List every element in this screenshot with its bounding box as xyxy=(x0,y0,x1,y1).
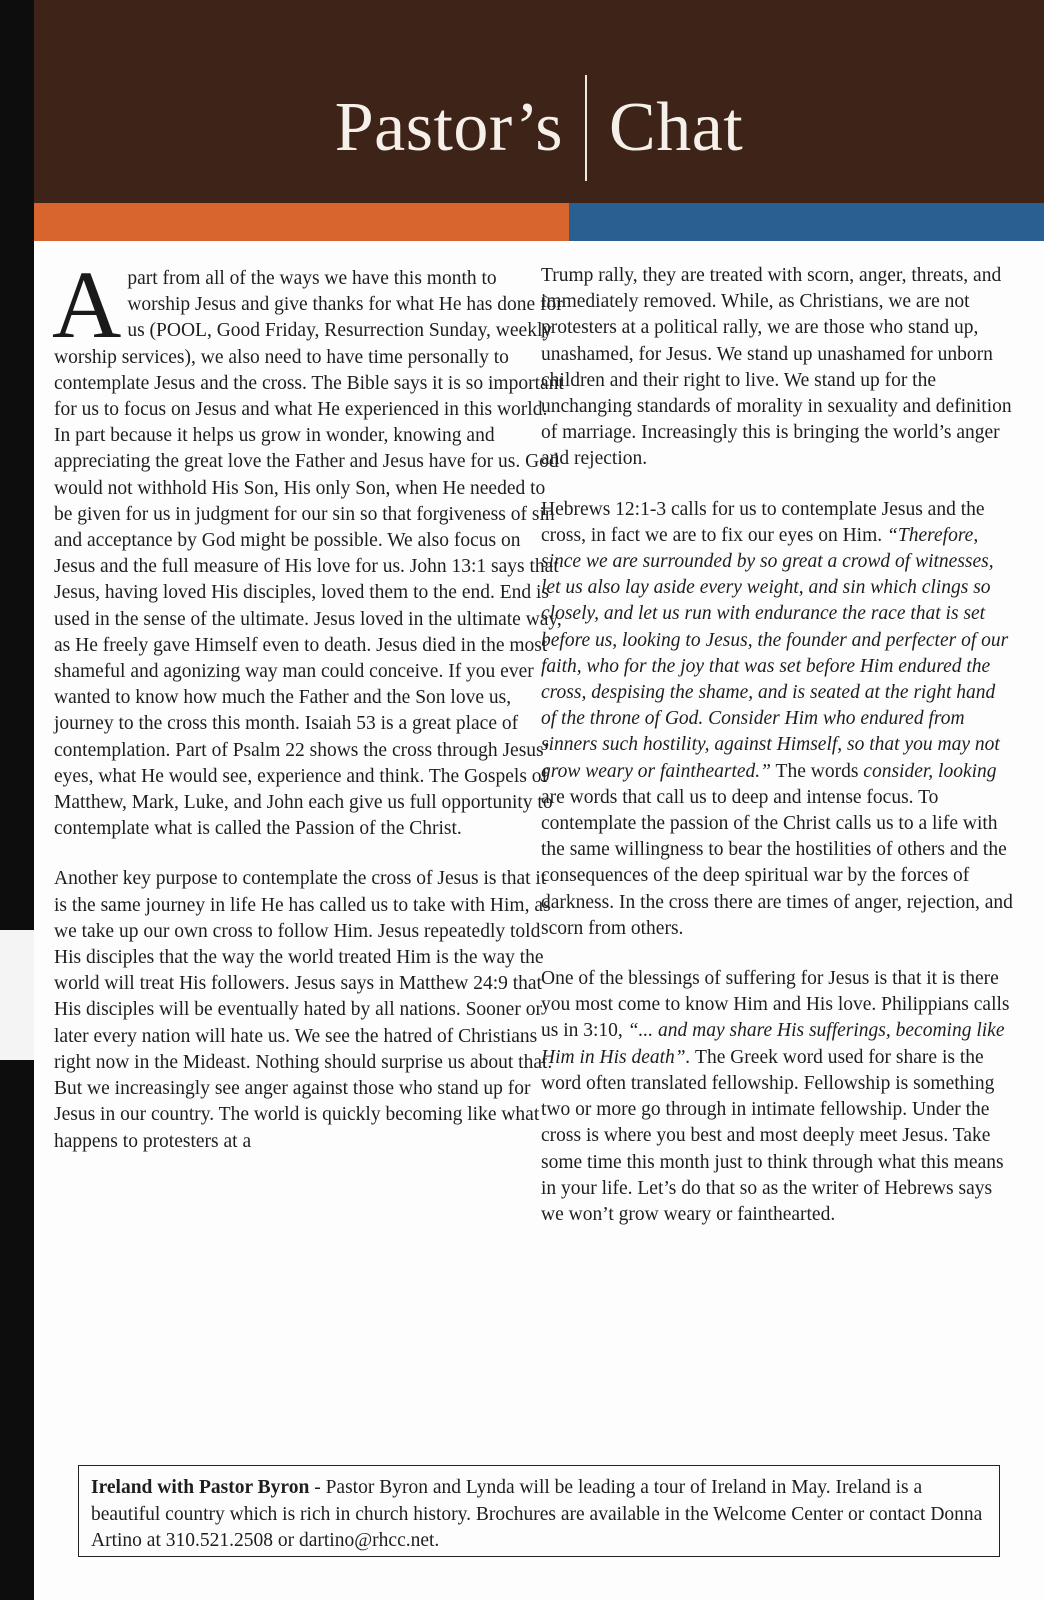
philippians-quote: “... and may share His sufferings, becoming like Him in His death”. xyxy=(541,1020,1005,1068)
title-word-chat: Chat xyxy=(609,89,744,166)
article-paragraph-5 xyxy=(541,966,1013,1228)
paragraph-1-text: part from all of the ways we have this month to worship Jesus and give thanks for what He has done for us (POOL, Good Friday, Resurrection Sunday, weekly worship services), we also need to have time personally to contemplate Jesus and the cross. The Bible says it is so important for us to focus on Jesus and what He experienced in this world. In part because it helps us grow in wonder, knowing and appreciating the great love the Father and Jesus have for us. God would not withhold His Son, His only Son, when He needed to be given for us in judgment for our sin so that forgiveness of sin and acceptance by God might be possible. We also focus on Jesus and the full measure of His love for us. John 13:1 says that Jesus, having loved His disciples, loved them to the end. End is used in the sense of the ultimate. Jesus loved in the ultimate way, as He freely gave Himself even to death. Jesus died in the most shameful and agonizing way man could conceive. If you ever wanted to know how much the Father and the Son love us, journey to the cross this month. Isaiah 53 is a great place of contemplation. Part of Psalm 22 shows the cross through Jesus’ eyes, what He would see, experience and think. The Gospels of Matthew, Mark, Luke, and John each give us full opportunity to contemplate what is called the Passion of the Christ. xyxy=(54,268,564,840)
newsletter-page xyxy=(34,0,1044,1600)
hebrews-quote: “Therefore, since we are surrounded by so great a crowd of witnesses, let us also lay aside every weight, and sin which clings so closely, and let us run with endurance the race that is set before us, looking to Jesus, the founder and perfecter of our faith, who for the joy that was set before Him endured the cross, despising the shame, and is seated at the right hand of the throne of God. Consider Him who endured from sinners such hostility, against Himself, so that you may not grow weary or fainthearted.” xyxy=(541,524,1009,782)
notice-body: Pastor Byron and Lynda will be leading a tour of Ireland in May. Ireland is a beautiful country which is rich in church history. Brochures are available in the Welcome Center or contact Donna Artino at 310.521.2508 or dartino@rhcc.net. xyxy=(91,1477,983,1551)
drop-cap: A xyxy=(52,251,122,358)
notice-heading: Ireland with Pastor Byron xyxy=(91,1477,310,1498)
article-column-right xyxy=(541,263,1013,1228)
word-consider: consider, xyxy=(863,760,934,782)
article-paragraph-1 xyxy=(52,251,564,842)
word-looking: looking xyxy=(938,760,997,782)
title-divider xyxy=(585,75,587,181)
article-paragraph-3: Trump rally, they are treated with scorn, anger, threats, and immediately removed. While, as Christians, we are not protesters at a political rally, we are those who stand up, unashamed, for Jesus. We stand up unashamed for unborn children and their right to live. We stand up for the unchanging standards of morality in sexuality and definition of marriage. Increasingly this is bringing the world’s anger and rejection. xyxy=(541,265,1012,470)
philippians-intro: One of the blessings of suffering for Jesus is that it is there you most come to know Him and His love. Philippians calls us in 3:10, xyxy=(541,968,1010,1042)
header-banner xyxy=(34,0,1044,203)
page-title xyxy=(34,78,1044,178)
scan-edge-tear xyxy=(0,930,34,1060)
notice-separator: - xyxy=(309,1477,326,1498)
title-word-pastors: Pastor’s xyxy=(334,89,564,166)
header-stripe-orange xyxy=(34,203,569,241)
article-column-left xyxy=(52,251,564,1155)
philippians-rest: The Greek word used for share is the word often translated fellowship. Fellowship is something two or more go through in intimate fellowship. Under the cross is where you best and most deeply meet Jesus. Take some time this month just to think through what this means in your life. Let’s do that so as the writer of Hebrews says we won’t grow weary or fainthearted. xyxy=(541,1046,1004,1225)
hebrews-intro: Hebrews 12:1-3 calls for us to contemplate Jesus and the cross, in fact we are to fix our eyes on Him. xyxy=(541,498,985,546)
scan-left-edge xyxy=(0,0,34,1600)
ireland-tour-notice xyxy=(78,1465,1000,1557)
article-paragraph-2: Another key purpose to contemplate the cross of Jesus is that it is the same journey in life He has called us to take with Him, as we take up our own cross to follow Him. Jesus repeatedly told His disciples that the way the world treated Him is the way the world will treat His followers. Jesus says in Matthew 24:9 that His disciples will be eventually hated by all nations. Sooner or later every nation will hate us. We see the hatred of Christians right now in the Mideast. Nothing should surprise us about that. But we increasingly see anger against those who stand up for Jesus in our country. The world is quickly becoming like what happens to protesters at a xyxy=(54,868,553,1152)
header-stripe-blue xyxy=(569,203,1044,241)
hebrews-mid: The words xyxy=(771,760,864,782)
hebrews-rest: are words that call us to deep and intense focus. To contemplate the passion of the Christ calls us to a life with the same willingness to bear the hostilities of others and the consequences of the deep spiritual war by the forces of darkness. In the cross there are times of anger, rejection, and scorn from others. xyxy=(541,786,1013,939)
article-paragraph-4 xyxy=(541,497,1013,942)
